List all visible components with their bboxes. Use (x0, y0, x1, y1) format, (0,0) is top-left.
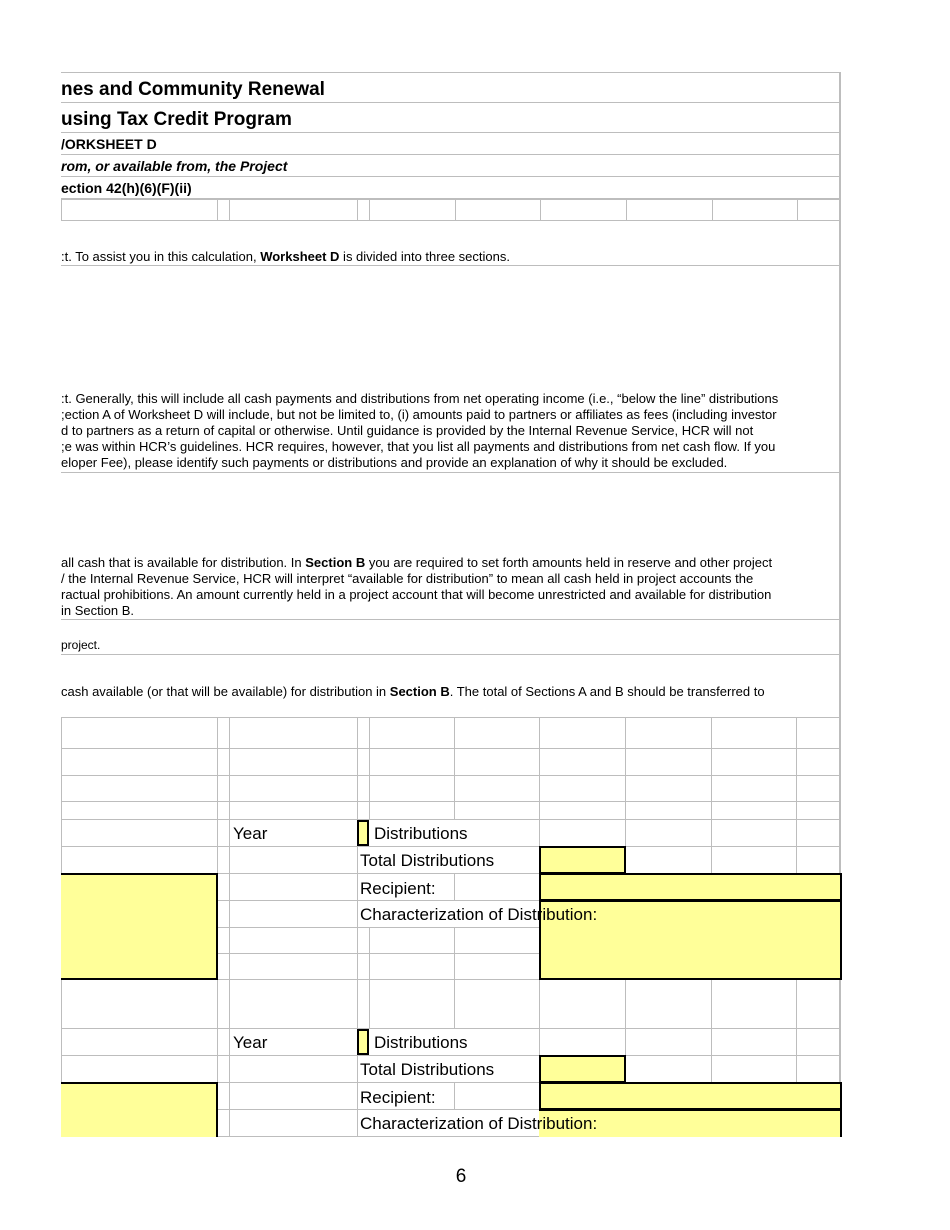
characterization-label-1: Characterization of Distribution: (360, 905, 598, 924)
year-input-1[interactable] (357, 820, 369, 846)
year-input-2[interactable] (357, 1029, 369, 1055)
page-number: 6 (455, 1166, 467, 1187)
total-distributions-input-2[interactable] (539, 1055, 626, 1083)
total-distributions-label-2: Total Distributions (360, 1060, 495, 1079)
recipient-label-1: Recipient: (360, 879, 436, 898)
program-title: using Tax Credit Program (61, 103, 841, 133)
section-a-paragraph: :t. Generally, this will include all cash payments and distributions from net operating income (i.e., “below the line” distributions ;ection A of Worksheet D will include, but not be limited to, (i) amounts paid to partners or affiliates as fees (including investor d to partners as a return of capital or otherwise. Until guidance is provided by the Internal Revenue Service, HCR will not ;e was within HCR’s guidelines. HCR requires, however, that you list all payments and distributions from net cash flow. If you eloper Fee), please identify such payments or distributions and provide an explanation of why it should be excluded. (61, 391, 841, 473)
recipient-name-input-2[interactable] (61, 1082, 218, 1137)
total-distributions-label-1: Total Distributions (360, 851, 495, 870)
year-label-2: Year (233, 1033, 268, 1052)
code-section: ection 42(h)(6)(F)(ii) (61, 177, 841, 199)
section-b-paragraph: all cash that is available for distribution. In Section B you are required to set forth amounts held in reserve and other project / the Internal Revenue Service, HCR will interpret “available for distribution” to mean all cash held in project accounts the ractual prohibitions. An amount currently held in a project account that will become unrestricted and available for distribution in Section B. (61, 555, 841, 620)
worksheet-title: /ORKSHEET D (61, 133, 841, 155)
distributions-label-2: Distributions (374, 1033, 468, 1052)
total-distributions-input-1[interactable] (539, 846, 626, 874)
year-label-1: Year (233, 824, 268, 843)
distributions-label-1: Distributions (374, 824, 468, 843)
worksheet-subtitle: rom, or available from, the Project (61, 155, 841, 177)
characterization-label-2: Characterization of Distribution: (360, 1114, 598, 1133)
recipient-input-1[interactable] (539, 873, 842, 901)
project-line: project. (61, 637, 841, 655)
header-grid-row (61, 199, 841, 221)
intro-paragraph: :t. To assist you in this calculation, Worksheet D is divided into three sections. (61, 249, 841, 266)
recipient-input-2[interactable] (539, 1082, 842, 1110)
agency-title: nes and Community Renewal (61, 73, 841, 103)
recipient-name-input-1[interactable] (61, 873, 218, 980)
recipient-label-2: Recipient: (360, 1088, 436, 1107)
transfer-paragraph: cash available (or that will be available) for distribution in Section B. The total of Sections A and B should be transferred to (61, 684, 765, 699)
